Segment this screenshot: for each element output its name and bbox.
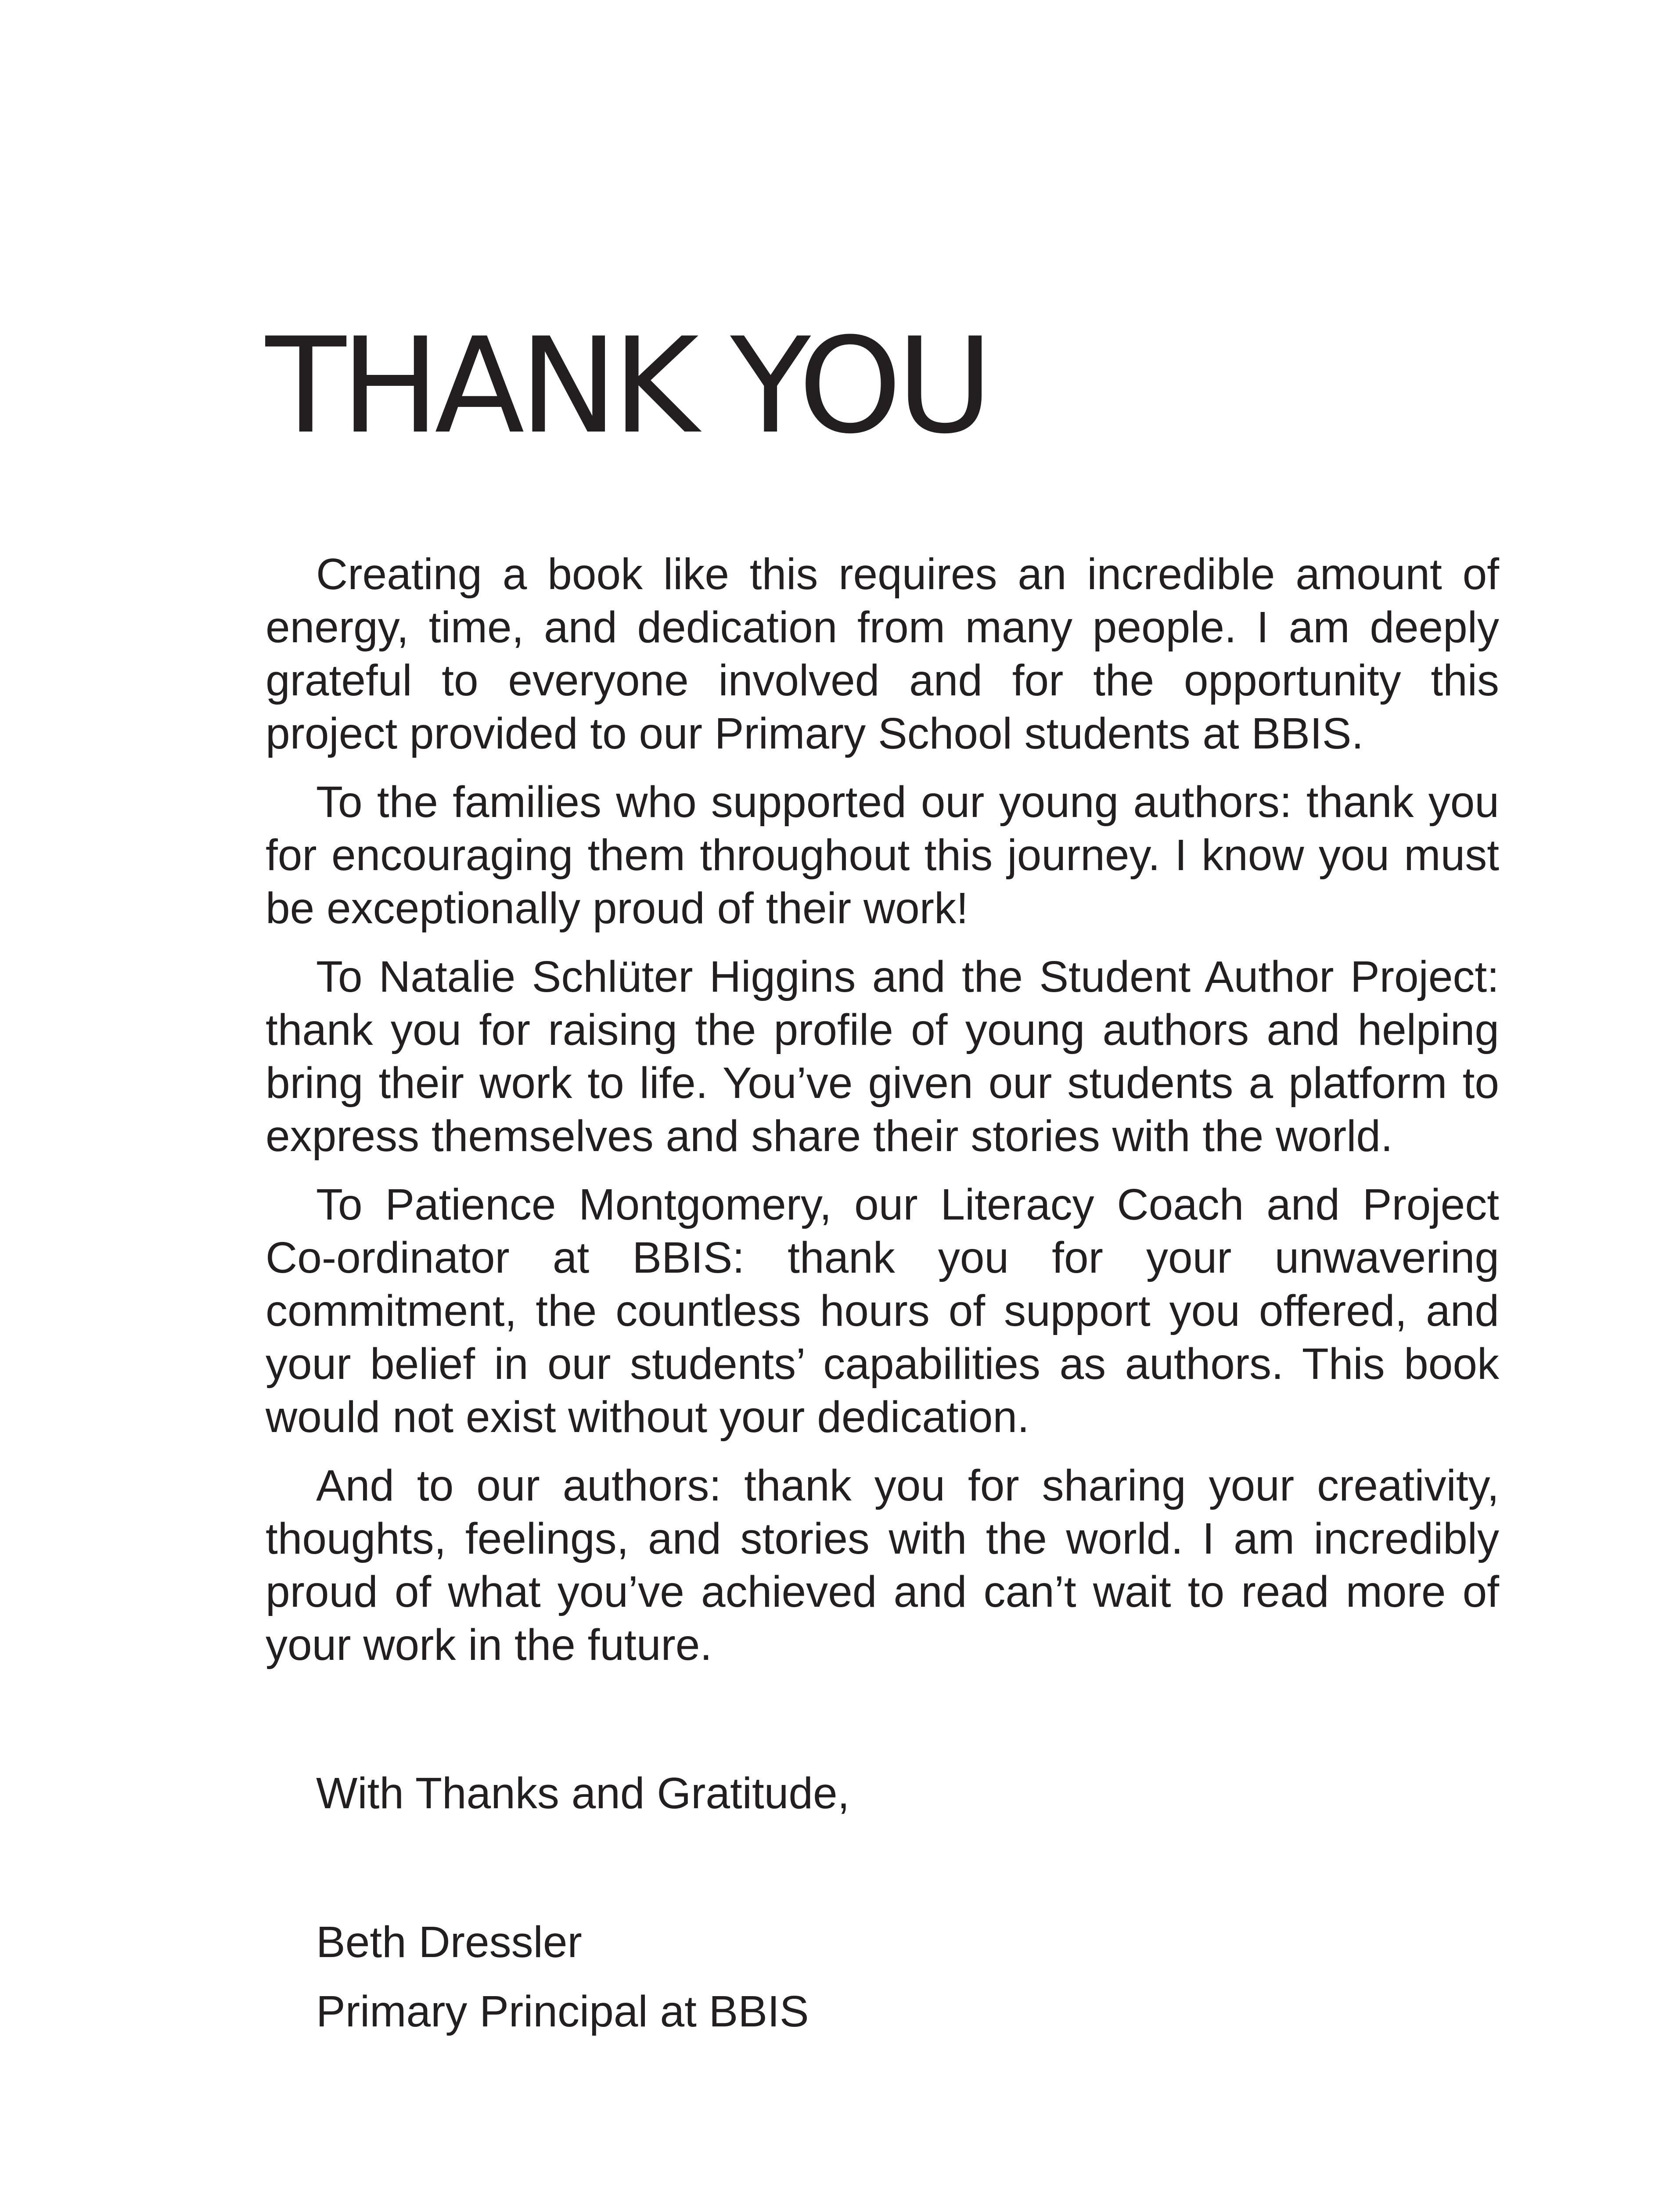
- signature-role: Primary Principal at BBIS: [316, 1987, 809, 2036]
- letter-body: [266, 548, 1499, 1687]
- paragraph-literacy-coach: To Patience Montgomery, our Literacy Coach and Project Co-ordinator at BBIS: thank you for your unwavering commitment, the countless hours of support you offered, and your belief in our students’ capabilities as authors. This book would not exist without your dedication.: [266, 1180, 1499, 1442]
- paragraph-intro: Creating a book like this requires an incredible amount of energy, time, and dedication from many people. I am deeply grateful to everyone involved and for the opportunity this project provided to our Primary School students at BBIS.: [266, 550, 1499, 758]
- paragraph-authors: And to our authors: thank you for sharing your creativity, thoughts, feelings, and stories with the world. I am incredibly proud of what you’ve achieved and can’t wait to read more of your work in the future.: [266, 1461, 1499, 1670]
- closing-line: With Thanks and Gratitude,: [316, 1769, 850, 1818]
- paragraph-families: To the families who supported our young authors: thank you for encouraging them throughout this journey. I know you must be exceptionally proud of their work!: [266, 777, 1499, 933]
- page-title: THANK YOU: [266, 309, 988, 463]
- signature-block: [316, 1907, 809, 2046]
- paragraph-student-author-project: To Natalie Schlüter Higgins and the Student Author Project: thank you for raising the profile of young authors and helping bring their work to life. You’ve given our students a platform to express themselves and share their stories with the world.: [266, 952, 1499, 1161]
- signature-name: Beth Dressler: [316, 1918, 582, 1967]
